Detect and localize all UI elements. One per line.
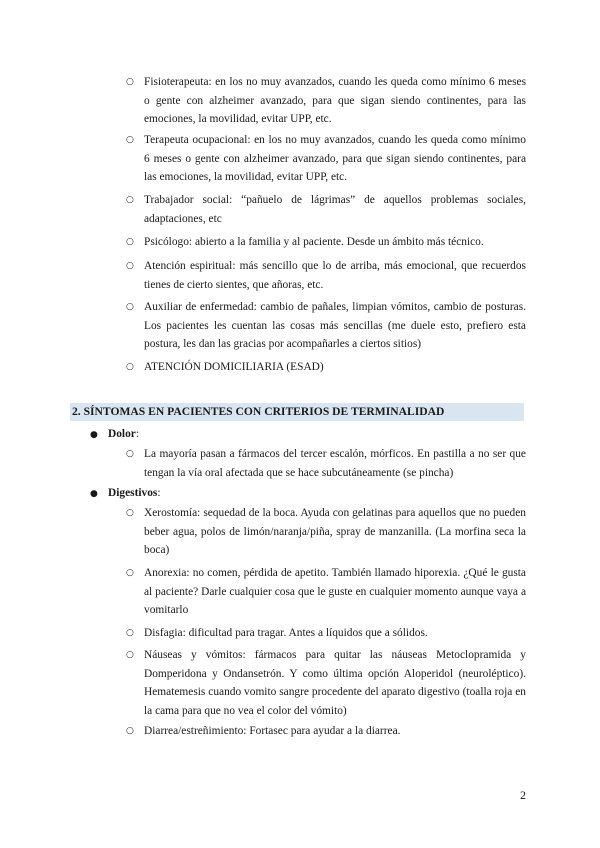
list-item: ○ Fisioterapeuta: en los no muy avanzados, cuando les queda como mínimo 6 meses o gente con alzheimer avanzado, para que sigan siendo continentes, para las emociones, la movilidad, evitar UPP, etc. xyxy=(144,73,526,129)
hollow-bullet-icon: ○ xyxy=(126,650,134,660)
hollow-bullet-icon: ○ xyxy=(126,362,134,372)
list-item: ○ Psicólogo: abierto a la familia y al paciente. Desde un ámbito más técnico. xyxy=(144,233,526,252)
filled-bullet-icon: ● xyxy=(90,430,98,440)
hollow-bullet-icon: ○ xyxy=(126,449,134,459)
main-list-item-dolor: ● Dolor: xyxy=(108,425,526,444)
list-item: ○ Terapeuta ocupacional: en los no muy avanzados, cuando les queda como mínimo 6 meses o gente con alzheimer avanzado, para que sigan siendo continentes, para las emociones, la movilidad, evitar UPP, etc. xyxy=(144,131,526,187)
main-list-item-digestivos: ● Digestivos: xyxy=(108,484,526,503)
section-heading: 2. SÍNTOMAS EN PACIENTES CON CRITERIOS DE TERMINALIDAD xyxy=(70,403,524,421)
list-item: ○ Atención espiritual: más sencillo que lo de arriba, más emocional, que recuerdos tienes de cierto sientes, que añoras, etc. xyxy=(144,257,526,294)
hollow-bullet-icon: ○ xyxy=(126,77,134,87)
list-item: ○ Náuseas y vómitos: fármacos para quitar las náuseas Metoclopramida y Domperidona y Ondansetrón. Y como última opción Aloperidol (neuroléptico). Hematemesis cuando vomito sangre procedente del aparato digestivo (toalla roja en la cama para que no vea el color del vómito) xyxy=(144,646,526,720)
list-item: ○ Anorexia: no comen, pérdida de apetito. También llamado hiporexia. ¿Qué le gusta al paciente? Darle cualquier cosa que le guste en cualquier momento aunque vaya a vomitarlo xyxy=(144,564,526,620)
hollow-bullet-icon: ○ xyxy=(126,237,134,247)
list-item: ○ Auxiliar de enfermedad: cambio de pañales, limpian vómitos, cambio de posturas. Los pacientes les cuentan las cosas más sencillas (me duele esto, prefiero esta postura, les dan las gracias por acompañarles a ciertos sitios) xyxy=(144,298,526,354)
list-item: ○ Xerostomía: sequedad de la boca. Ayuda con gelatinas para aquellos que no pueden beber agua, polos de limón/naranja/piña, spray de manzanilla. (La morfina seca la boca) xyxy=(144,504,526,560)
hollow-bullet-icon: ○ xyxy=(126,628,134,638)
filled-bullet-icon: ● xyxy=(90,489,98,499)
hollow-bullet-icon: ○ xyxy=(126,261,134,271)
hollow-bullet-icon: ○ xyxy=(126,508,134,518)
page-number: 2 xyxy=(520,788,526,802)
list-item: ○ Diarrea/estreñimiento: Fortasec para ayudar a la diarrea. xyxy=(144,722,526,741)
hollow-bullet-icon: ○ xyxy=(126,568,134,578)
list-item: ○ La mayoría pasan a fármacos del tercer escalón, mórficos. En pastilla a no ser que tengan la vía oral afectada que se hace subcutáneamente (se pincha) xyxy=(144,445,526,482)
hollow-bullet-icon: ○ xyxy=(126,135,134,145)
list-item: ○ Trabajador social: “pañuelo de lágrimas” de aquellos problemas sociales, adaptaciones, etc xyxy=(144,191,526,228)
list-item: ○ ATENCIÓN DOMICILIARIA (ESAD) xyxy=(144,358,526,377)
hollow-bullet-icon: ○ xyxy=(126,195,134,205)
list-item: ○ Disfagia: dificultad para tragar. Antes a líquidos que a sólidos. xyxy=(144,624,526,643)
hollow-bullet-icon: ○ xyxy=(126,726,134,736)
hollow-bullet-icon: ○ xyxy=(126,302,134,312)
